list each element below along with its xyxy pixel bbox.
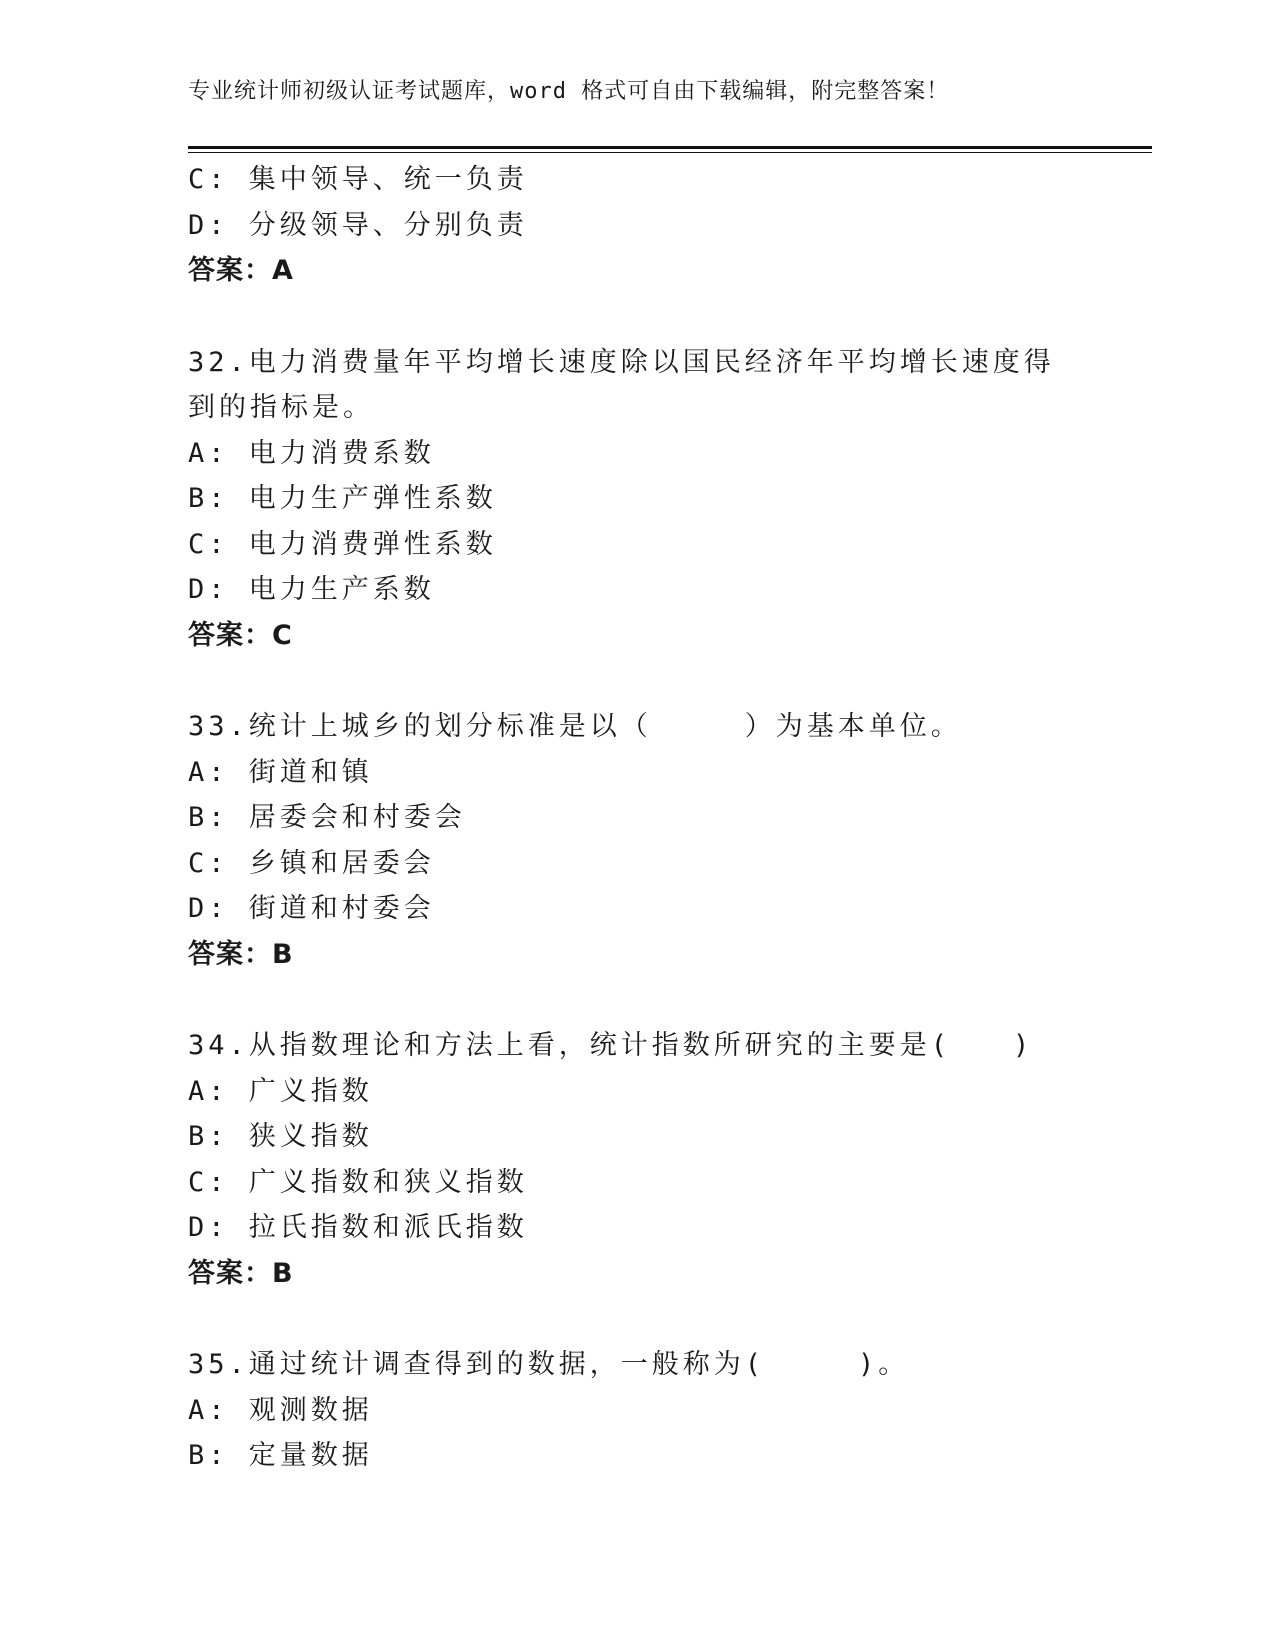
answer-line: 答案：A — [188, 255, 294, 286]
spacer — [188, 658, 1128, 704]
option-b: B: 电力生产弹性系数 — [188, 483, 497, 514]
question-list — [188, 157, 1128, 1479]
option-d: D: 电力生产系数 — [188, 574, 435, 605]
answer-line: 答案：B — [188, 1257, 294, 1289]
question-text: 35.通过统计调查得到的数据，一般称为( )。 — [188, 1349, 910, 1380]
question-block-32 — [188, 340, 1128, 659]
question-text: 32.电力消费量年平均增长速度除以国民经济年平均增长速度得到的指标是。 — [188, 346, 1055, 423]
page-header: 专业统计师初级认证考试题库，word 格式可自由下载编辑，附完整答案！ — [188, 79, 950, 104]
option-d: D: 拉氏指数和派氏指数 — [188, 1212, 528, 1243]
option-b: B: 狭义指数 — [188, 1121, 373, 1152]
question-block-prev — [188, 157, 1128, 294]
option-d: D: 分级领导、分别负责 — [188, 209, 528, 241]
option-c: C: 电力消费弹性系数 — [188, 528, 497, 560]
option-c: C: 乡镇和居委会 — [188, 847, 435, 879]
header-rule-thin — [188, 152, 1152, 153]
question-text: 33.统计上城乡的划分标准是以（ ）为基本单位。 — [188, 711, 962, 742]
answer-line: 答案：C — [188, 619, 293, 651]
question-block-34 — [188, 1023, 1128, 1296]
spacer — [188, 977, 1128, 1023]
question-text: 34.从指数理论和方法上看，统计指数所研究的主要是( ) — [188, 1030, 1034, 1061]
option-b: B: 定量数据 — [188, 1440, 373, 1471]
option-d: D: 街道和村委会 — [188, 893, 435, 924]
question-block-33 — [188, 704, 1128, 977]
option-a: A: 观测数据 — [188, 1394, 373, 1426]
option-c: C: 集中领导、统一负责 — [188, 164, 528, 195]
spacer — [188, 294, 1128, 340]
answer-line: 答案：B — [188, 938, 294, 970]
option-b: B: 居委会和村委会 — [188, 802, 466, 833]
header-rule-thick — [188, 146, 1152, 149]
question-block-35 — [188, 1342, 1128, 1479]
spacer — [188, 1296, 1128, 1342]
option-a: A: 街道和镇 — [188, 756, 373, 788]
option-a: A: 电力消费系数 — [188, 437, 435, 469]
option-a: A: 广义指数 — [188, 1075, 373, 1107]
option-c: C: 广义指数和狭义指数 — [188, 1166, 528, 1198]
